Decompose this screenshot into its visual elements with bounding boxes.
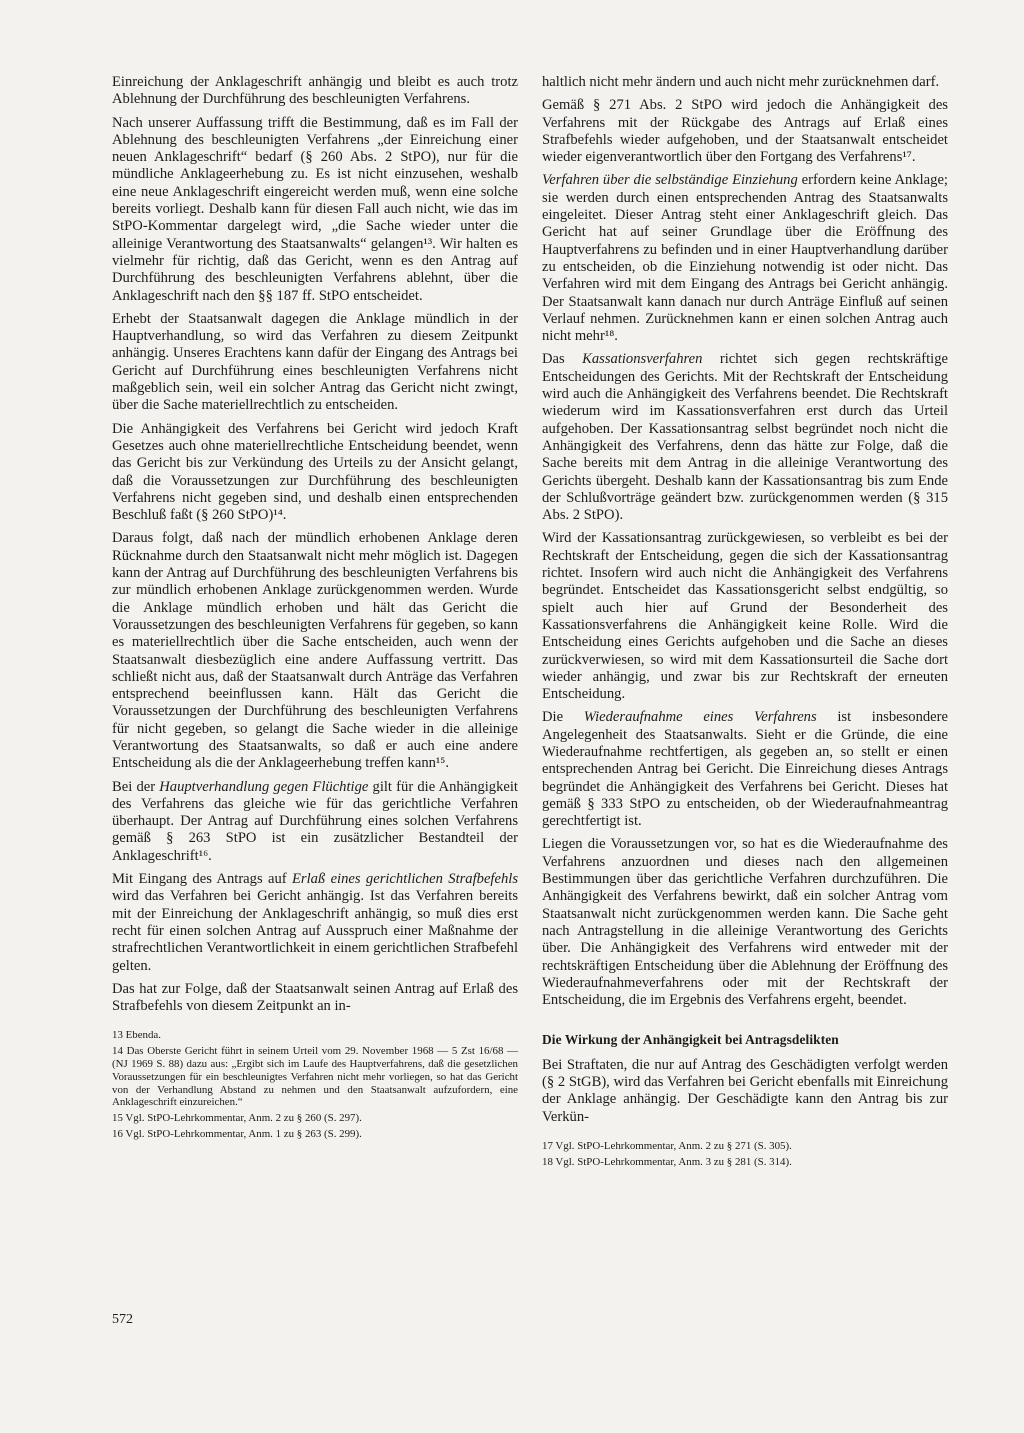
text-span: ist insbesondere Angelegenheit des Staatsanwalts. Sieht er die Gründe, die eine Wiederaufnahme rechtfertigen, als gegeben an, so stellt er einen entsprechenden Antrag bei Gericht. Die Einreichung dieses Antrags begründet die Anhängigkeit des Verfahrens bei Gericht. Dieses hat gemäß § 333 StPO zu entscheiden, ob der Wiederaufnahmeantrag gerechtfertigt ist. [542, 709, 948, 830]
paragraph-wiederaufnahme [542, 709, 948, 830]
text-span: Die [542, 709, 584, 726]
paragraph: Nach unserer Auffassung trifft die Bestimmung, daß es im Fall der Ablehnung des beschleunigten Verfahrens „der Einreichung einer neuen Anklageschrift“ bedarf (§ 260 Abs. 2 StPO), nur für die mündliche Anklageerhebung zu. Es ist nicht einzusehen, weshalb eine neue Anklageschrift eingereicht werden muß, wenn eine solche bereits vorliegt. Deshalb kann für diesen Fall auch nicht, wie das im StPO-Kommentar dargelegt wird, „die Sache wieder unter die alleinige Verantwortung des Staatsanwalts“ gelangen¹³. Wir halten es vielmehr für richtig, daß das Gericht, wenn es den Antrag auf Durchführung des beschleunigten Verfahrens ablehnt, über die Anklageschrift nach den §§ 187 ff. StPO entscheidet. [112, 114, 518, 304]
emphasis: Hauptverhandlung gegen Flüchtige [159, 778, 369, 795]
paragraph: Die Anhängigkeit des Verfahrens bei Gericht wird jedoch Kraft Gesetzes auch ohne materiellrechtliche Entscheidung beendet, wenn das Gericht bis zur Verkündung des Urteils zu der Ansicht gelangt, daß die Voraussetzungen zur Durchführung des beschleunigten Verfahrens nicht gegeben sind, und deshalb einen entsprechenden Beschluß faßt (§ 260 StPO)¹⁴. [112, 420, 518, 524]
paragraph: Das hat zur Folge, daß der Staatsanwalt seinen Antrag auf Erlaß des Strafbefehls von diesem Zeitpunkt an in- [112, 980, 518, 1015]
footnotes-right [542, 1140, 948, 1169]
emphasis: Kassationsverfahren [582, 351, 703, 368]
footnote: 13 Ebenda. [112, 1029, 161, 1042]
text-span: richtet sich gegen rechtskräftige Entscheidungen des Gerichts. Mit der Rechtskraft der Entscheidung wird auch die Anhängigkeit des Verfahrens beendet. Die Rechtskraft wiederum wird im Kassationsverfahren erst durch das Urteil aufgehoben. Der Kassationsantrag selbst begründet noch nicht die Anhängigkeit des Verfahrens, denn das hätte zur Folge, daß die Sache bereits mit dem Antrag in die alleinige Verantwortung des Gerichts übergeht. Deshalb kann der Kassationsantrag bis zum Ende der Schlußvorträge geändert bzw. zurückgenommen werden (§ 315 Abs. 2 StPO). [542, 351, 948, 524]
emphasis: Verfahren über die selbständige Einziehung [542, 172, 798, 189]
text-span: gilt für die Anhängigkeit des Verfahrens das gleiche wie für das gerichtliche Verfahren überhaupt. Der Antrag auf Durchführung eines solchen Verfahrens gemäß § 263 StPO ist ein zusätzlicher Bestandteil der Anklageschrift¹⁶. [112, 778, 518, 864]
paragraph: Gemäß § 271 Abs. 2 StPO wird jedoch die Anhängigkeit des Verfahrens mit der Rückgabe des Antrags auf Erlaß eines Strafbefehls wieder aufgehoben, und der Staatsanwalt entscheidet wieder eigenverantwortlich über den Fortgang des Verfahrens¹⁷. [542, 97, 948, 166]
footnote: 16 Vgl. StPO-Lehrkommentar, Anm. 1 zu § 263 (S. 299). [112, 1128, 362, 1141]
paragraph: Daraus folgt, daß nach der mündlich erhobenen Anklage deren Rücknahme durch den Staatsanwalt nicht mehr möglich ist. Dagegen kann der Antrag auf Durchführung des beschleunigten Verfahrens bis zur mündlich erhobenen Anklage zurückgenommen werden. Wurde die Anklage mündlich erhoben und hält das Gericht die Voraussetzungen des beschleunigten Verfahrens für gegeben, so kann es materiellrechtlich über die Sache entscheiden, auch wenn der Staatsanwalt diesbezüglich eine andere Auffassung vertritt. Das schließt nicht aus, daß der Staatsanwalt durch Anträge das Verfahren entsprechend beeinflussen kann. Hält das Gericht die Voraussetzungen der Durchführung des beschleunigten Verfahrens für nicht gegeben, so gelangt die Sache wieder in die alleinige Verantwortung des Staatsanwalts, so daß er auch eine andere Entscheidung als die der Anklageerhebung treffen kann¹⁵. [112, 530, 518, 772]
paragraph-kassation [542, 351, 948, 524]
right-column [542, 74, 948, 1172]
paragraph: Wird der Kassationsantrag zurückgewiesen, so verbleibt es bei der Rechtskraft der Entscheidung, gegen die sich der Kassationsantrag richtet. Insofern wird auch nicht die Anhängigkeit des Verfahrens begründet. Entscheidet das Kassationsgericht selbst endgültig, so spielt auch hier auf Grund der Besonderheit des Kassationsverfahrens die Anhängigkeit keine Rolle. Wird die Entscheidung eines Gerichts aufgehoben und die Sache an dieses zurückverwiesen, so wird mit dem Kassationsurteil die Sache dort wieder anhängig, und zwar bis zur Rechtskraft der erneuten Entscheidung. [542, 530, 948, 703]
paragraph-hauptverhandlung [112, 779, 518, 865]
paragraph: Einreichung der Anklageschrift anhängig und bleibt es auch trotz Ablehnung der Durchführung des beschleunigten Verfahrens. [112, 74, 518, 108]
page-number: 572 [112, 1312, 133, 1327]
paragraph-strafbefehl [112, 871, 518, 975]
text-span: erfordern keine Anklage; sie werden durch einen entsprechenden Antrag des Staatsanwalts eingeleitet. Dieser Antrag steht einer Anklageschrift gleich. Das Gericht hat auf seiner Grundlage über die Eröffnung des Hauptverfahrens zu befinden und in einer Hauptverhandlung darüber zu entscheiden, ob die Einziehung notwendig ist oder nicht. Das Verfahren wird mit dem Eingang des Antrags bei Gericht anhängig. Der Staatsanwalt kann danach nur durch Anträge Einfluß auf seinen Verlauf nehmen. Zurücknehmen kann er einen solchen Antrag auch nicht mehr¹⁸. [542, 172, 948, 345]
footnote: 14 Das Oberste Gericht führt in seinem Urteil vom 29. November 1968 — 5 Zst 16/68 — (NJ 1969 S. 88) dazu aus: „Ergibt sich im Laufe des Hauptverfahrens, daß die gesetzlichen Voraussetzungen für ein beschleunigtes Verfahren nicht mehr vorliegen, so hat das Gericht von der Verhandlung Abstand zu nehmen und den Staatsanwalt aufzufordern, eine Anklageschrift einzureichen.“ [112, 1045, 518, 1109]
footnote: 15 Vgl. StPO-Lehrkommentar, Anm. 2 zu § 260 (S. 297). [112, 1112, 362, 1125]
text-span: Das [542, 351, 583, 368]
footnote: 18 Vgl. StPO-Lehrkommentar, Anm. 3 zu § 281 (S. 314). [542, 1155, 792, 1168]
paragraph: Liegen die Voraussetzungen vor, so hat es die Wiederaufnahme des Verfahrens anzuordnen und dieses nach den allgemeinen Bestimmungen über das gerichtliche Verfahren durchzuführen. Die Anhängigkeit des Verfahrens bewirkt, daß ein solcher Antrag vom Staatsanwalt nicht zurückgenommen werden kann. Die Sache geht nach Antragstellung in die alleinige Verantwortung des Gerichts über. Die Anhängigkeit des Verfahrens wird entweder mit der rechtskräftigen Entscheidung über die Ablehnung der Eröffnung des Wiederaufnahmeverfahrens oder mit der Rechtskraft der Entscheidung, die im Ergebnis des Verfahrens ergeht, beendet. [542, 836, 948, 1009]
footnotes-left [112, 1029, 518, 1140]
text-span: Mit Eingang des Antrags auf [112, 871, 292, 888]
paragraph: Bei Straftaten, die nur auf Antrag des Geschädigten verfolgt werden (§ 2 StGB), wird das Verfahren bei Gericht ebenfalls mit Einreichung der Anklage anhängig. Der Geschädigte kann den Antrag bis zur Verkün- [542, 1056, 948, 1125]
paragraph: haltlich nicht mehr ändern und auch nicht mehr zurücknehmen darf. [542, 74, 940, 90]
paragraph-einziehung [542, 172, 948, 345]
emphasis: Erlaß eines gerichtlichen Strafbefehls [291, 871, 518, 888]
paragraph: Erhebt der Staatsanwalt dagegen die Anklage mündlich in der Hauptverhandlung, so wird das Verfahren zu diesem Zeitpunkt anhängig. Unseres Erachtens kann dafür der Eingang des Antrags bei Gericht auf Durchführung eines beschleunigten Verfahrens nicht maßgeblich sein, weil ein solcher Antrag das Gericht nicht zwingt, über die Sache materiellrechtlich zu entscheiden. [112, 310, 518, 414]
footnote: 17 Vgl. StPO-Lehrkommentar, Anm. 2 zu § 271 (S. 305). [542, 1139, 792, 1152]
text-span: Bei der [112, 778, 160, 795]
left-column [112, 74, 518, 1144]
section-heading: Die Wirkung der Anhängigkeit bei Antragsdelikten [542, 1032, 839, 1048]
emphasis: Wiederaufnahme eines Verfahrens [583, 709, 817, 726]
text-span: wird das Verfahren bei Gericht anhängig. Ist das Verfahren bereits mit der Einreichung der Anklageschrift anhängig, so muß dies erst recht für einen solchen Antrag auf Ausspruch einer Maßnahme der strafrechtlichen Verantwortlichkeit in einem gerichtlichen Strafbefehl gelten. [112, 888, 518, 974]
